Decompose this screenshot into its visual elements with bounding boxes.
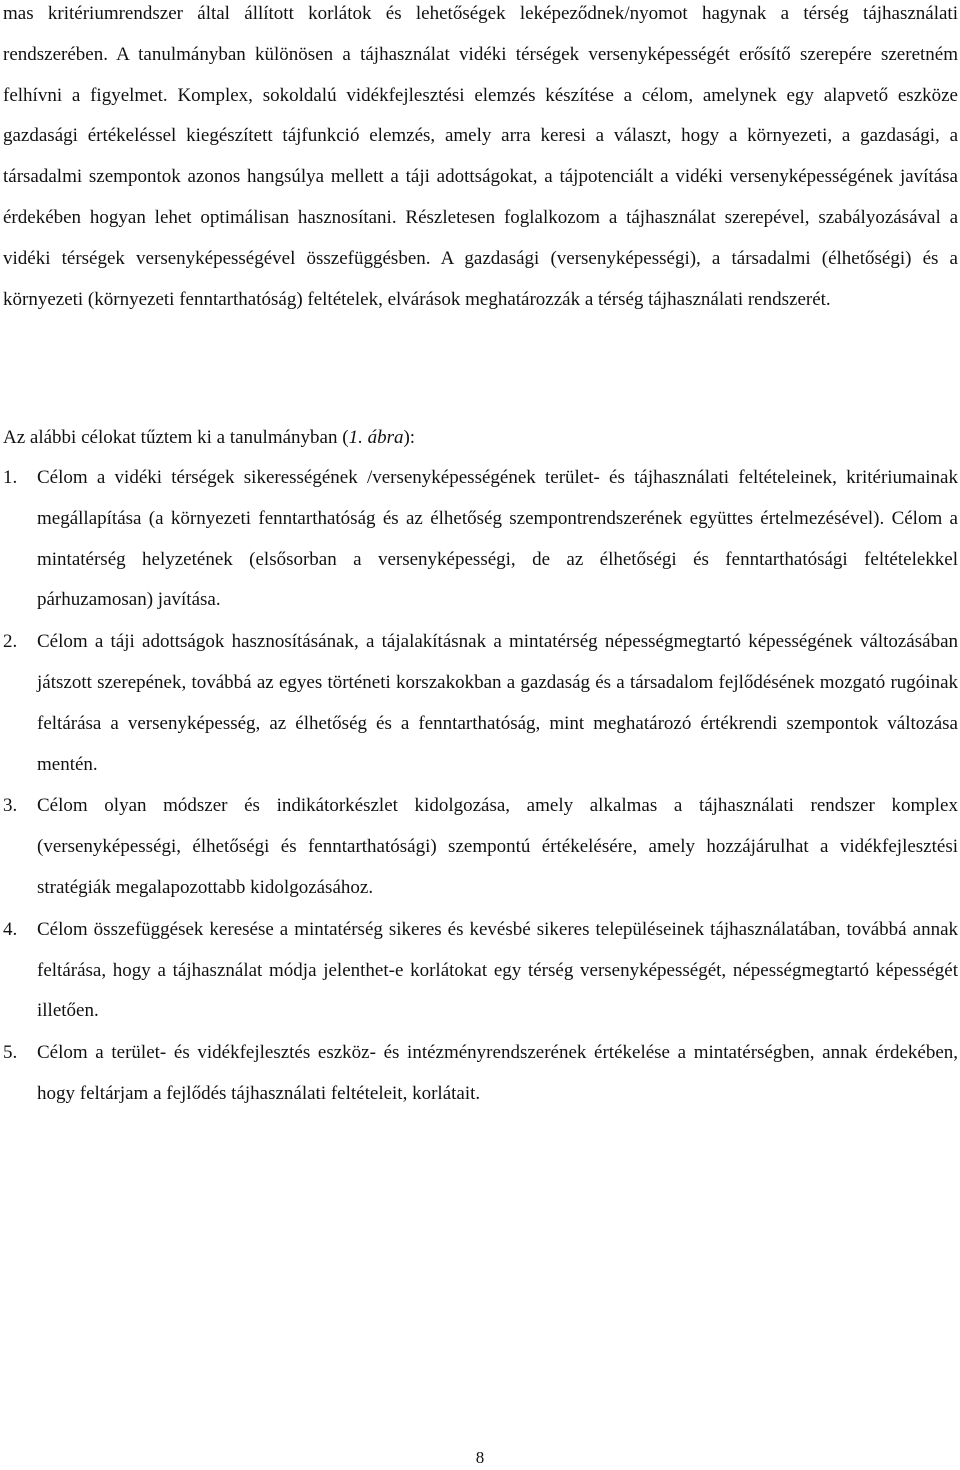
list-item xyxy=(3,458,958,621)
list-item-number: 4. xyxy=(3,918,18,940)
list-item-text: Célom összefüggések keresése a mintatérség sikeres és kevésbé sikeres településeinek tájhasználatában, továbbá annak feltárása, hogy a tájhasználat módja jelenthet-e korlátokat egy térség versenyképességét, népességmegtartó képességét illetően. xyxy=(37,918,958,1022)
list-item xyxy=(3,622,958,785)
objectives-intro-prefix: Az alábbi célokat tűztem ki a tanulmányban ( xyxy=(3,427,349,448)
list-item xyxy=(3,786,958,908)
list-item-number: 5. xyxy=(3,1042,18,1064)
list-item-text: Célom a vidéki térségek sikerességének /versenyképességének terület- és tájhasználati feltételeinek, kritériumainak megállapítása (a környezeti fenntarthatóság és az élhetőség szempontrendszerének együttes értelmezésével). Célom a mintatérség helyzetének (elsősorban a versenyképességi, de az élhetőségi és fenntarthatósági feltételekkel párhuzamosan) javítása. xyxy=(37,467,958,611)
figure-reference: 1. ábra xyxy=(348,427,404,448)
list-item xyxy=(3,1033,958,1115)
list-item-text: Célom a táji adottságok hasznosításának, a tájalakításnak a mintatérség népességmegtartó képességének változásában játszott szerepének, továbbá az egyes történeti korszakokban a gazdaság és a társadalom fejlődésének mozgató rugóinak feltárása a versenyképesség, az élhetőség és a fenntarthatóság, mint meghatározó értékrendi szempontok változása mentén. xyxy=(37,631,958,775)
list-item-number: 3. xyxy=(3,795,18,817)
list-item xyxy=(3,910,958,1032)
objectives-list xyxy=(3,458,958,1116)
objectives-intro xyxy=(3,418,958,459)
list-item-text: Célom olyan módszer és indikátorkészlet kidolgozása, amely alkalmas a tájhasználati rendszer komplex (versenyképességi, élhetőségi és fenntarthatósági) szempontú értékelésére, amely hozzájárulhat a vidékfejlesztési stratégiák megalapozottabb kidolgozásához. xyxy=(37,795,958,898)
objectives-intro-suffix: ): xyxy=(403,427,416,448)
body-paragraph: mas kritériumrendszer által állított korlátok és lehetőségek leképeződnek/nyomot hagynak a térség tájhasználati rendszerében. A tanulmányban különösen a tájhasználat vidéki térségek versenyképességét erősítő szerepére szeretném felhívni a figyelmet. Komplex, sokoldalú vidékfejlesztési elemzés készítése a célom, amelynek egy alapvető eszköze gazdasági értékeléssel kiegészített tájfunkció elemzés, amely arra keresi a választ, hogy a környezeti, a gazdasági, a társadalmi szempontok azonos hangsúlya mellett a táji adottságokat, a tájpotenciált a vidéki versenyképességének javítása érdekében hogyan lehet optimálisan hasznosítani. Részletesen foglalkozom a tájhasználat szerepével, szabályozásával a vidéki térségek versenyképességével összefüggésben. A gazdasági (versenyképességi), a társadalmi (élhetőségi) és a környezeti (környezeti fenntarthatóság) feltételek, elvárások meghatározzák a térség tájhasználati rendszerét. xyxy=(3,3,958,310)
page-number: 8 xyxy=(475,1448,485,1467)
list-item-number: 2. xyxy=(3,631,18,653)
list-item-text: Célom a terület- és vidékfejlesztés eszköz- és intézményrendszerének értékelése a mintatérségben, annak érdekében, hogy feltárjam a fejlődés tájhasználati feltételeit, korlátait. xyxy=(37,1042,958,1104)
list-item-number: 1. xyxy=(3,467,18,488)
